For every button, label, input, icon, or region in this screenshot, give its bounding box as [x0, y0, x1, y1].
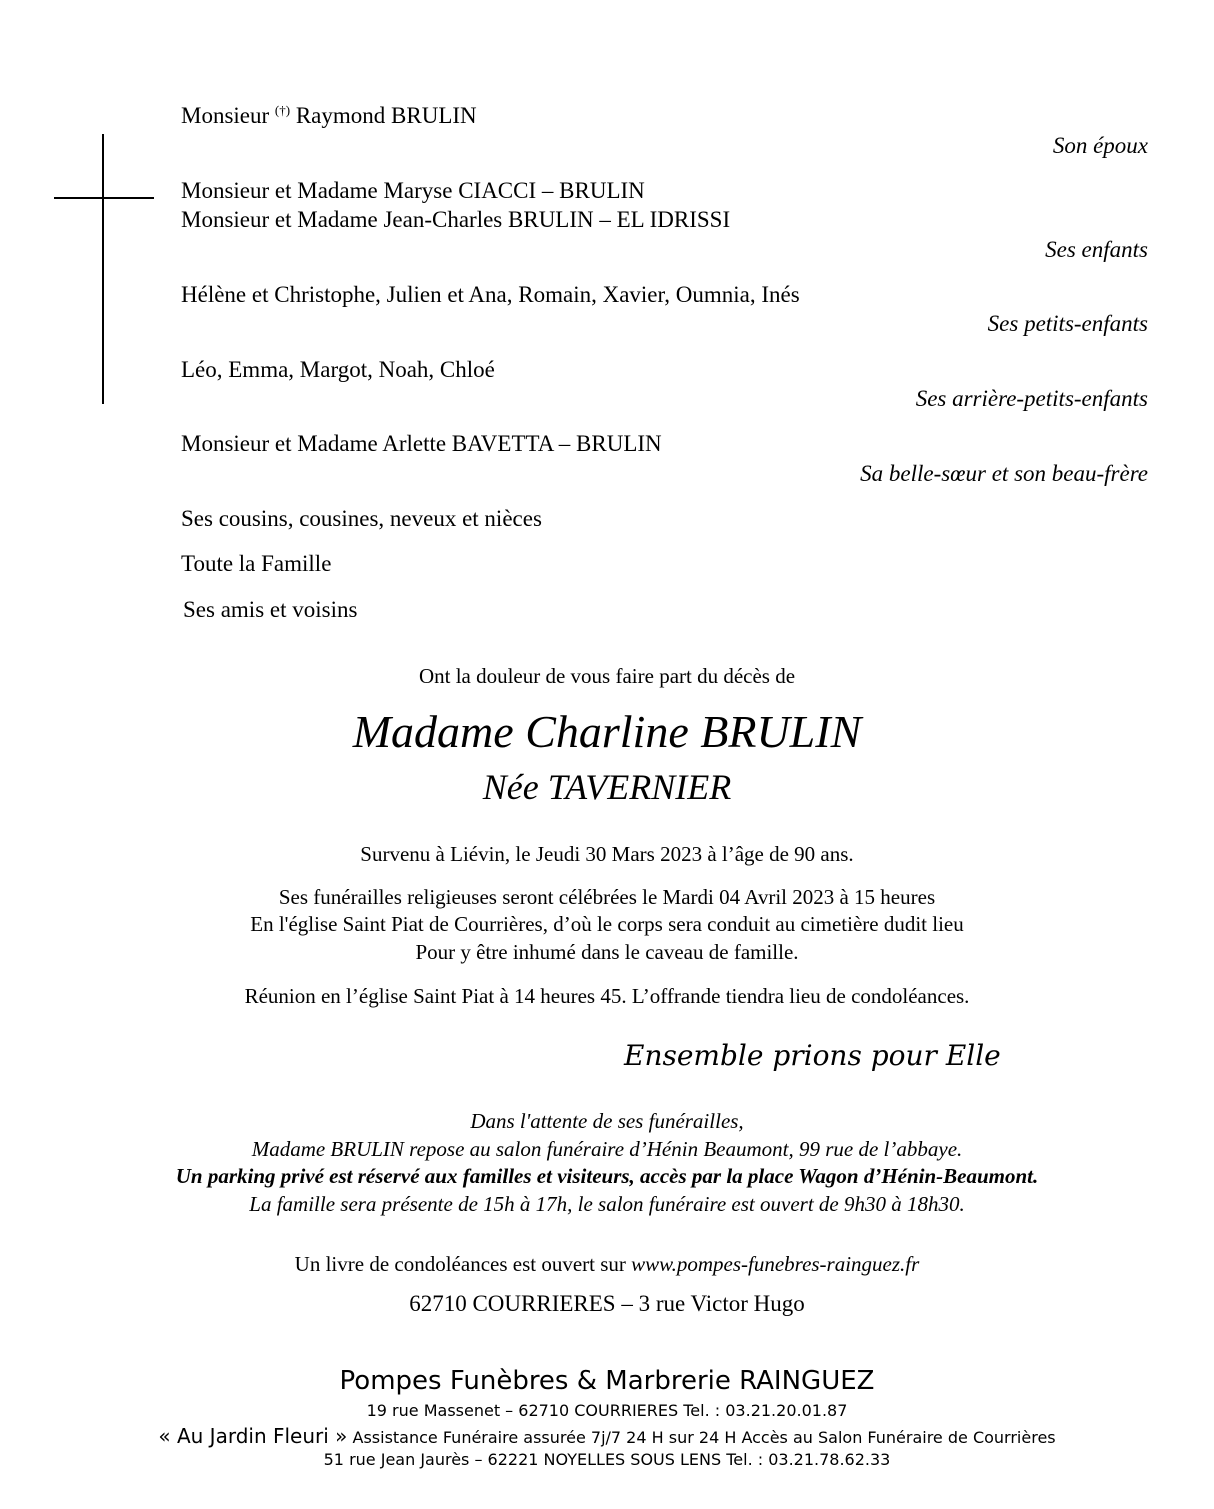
- deceased-name: Madame Charline BRULIN: [352, 706, 862, 757]
- grandchildren: Hélène et Christophe, Julien et Ana, Romain, Xavier, Oumnia, Inés: [181, 282, 800, 307]
- jardin-fleuri-label: « Au Jardin Fleuri »: [158, 1424, 348, 1448]
- great-grandchildren: Léo, Emma, Margot, Noah, Chloé: [181, 357, 495, 382]
- funeral-line-3: Pour y être inhumé dans le caveau de famille.: [415, 940, 799, 964]
- death-info: Survenu à Liévin, le Jeudi 30 Mars 2023 à l’âge de 90 ans.: [360, 842, 854, 866]
- children-role: Ses enfants: [1045, 237, 1148, 262]
- maiden-name: Née TAVERNIER: [482, 767, 732, 807]
- cross-vertical-bar: [102, 134, 104, 404]
- footer-services: Assistance Funéraire assurée 7j/7 24 H sur 24 H Accès au Salon Funéraire de Courrières: [352, 1428, 1056, 1447]
- funeral-line-1: Ses funérailles religieuses seront célébrées le Mardi 04 Avril 2023 à 15 heures: [278, 885, 936, 909]
- visitation-parking: Un parking privé est réservé aux familles et visiteurs, accès par la place Wagon d’Hénin-Beaumont.: [175, 1164, 1039, 1188]
- cross-horizontal-bar: [54, 197, 154, 199]
- condolences-website[interactable]: www.pompes-funebres-rainguez.fr: [631, 1252, 920, 1276]
- visitation-line-4: La famille sera présente de 15h à 17h, le salon funéraire est ouvert de 9h30 à 18h30.: [249, 1192, 965, 1216]
- friends-line: Ses amis et voisins: [183, 597, 358, 622]
- family-line: Toute la Famille: [181, 551, 332, 576]
- funeral-line-2: En l'église Saint Piat de Courrières, d’où le corps sera conduit au cimetière dudit lieu: [250, 912, 964, 936]
- in-laws-role: Sa belle-sœur et son beau-frère: [860, 461, 1148, 486]
- footer-address-2: 51 rue Jean Jaurès – 62221 NOYELLES SOUS LENS Tel. : 03.21.78.62.33: [323, 1450, 891, 1469]
- company-name: Pompes Funèbres & Marbrerie RAINGUEZ: [339, 1366, 875, 1396]
- grandchildren-role: Ses petits-enfants: [987, 311, 1148, 336]
- footer-address-1: 19 rue Massenet – 62710 COURRIERES Tel. : 03.21.20.01.87: [366, 1401, 848, 1420]
- husband-name: Raymond BRULIN: [295, 103, 477, 128]
- visitation-line-2: Madame BRULIN repose au salon funéraire d’Hénin Beaumont, 99 rue de l’abbaye.: [251, 1137, 963, 1161]
- husband-prefix: Monsieur: [181, 103, 270, 128]
- announcement-intro: Ont la douleur de vous faire part du décès de: [418, 664, 796, 688]
- condolences-address: 62710 COURRIERES – 3 rue Victor Hugo: [409, 1291, 805, 1316]
- great-grandchildren-role: Ses arrière-petits-enfants: [915, 386, 1148, 411]
- in-laws: Monsieur et Madame Arlette BAVETTA – BRULIN: [181, 431, 662, 456]
- husband-role: Son époux: [1052, 133, 1148, 158]
- condolences-line: [0, 1252, 1214, 1277]
- condolences-text: Un livre de condoléances est ouvert sur: [294, 1252, 626, 1276]
- deceased-mark: (†): [274, 102, 291, 118]
- footer-services-line: [0, 1424, 1214, 1448]
- cousins-line: Ses cousins, cousines, neveux et nièces: [181, 506, 542, 531]
- gathering-info: Réunion en l’église Saint Piat à 14 heures 45. L’offrande tiendra lieu de condoléances.: [244, 984, 970, 1008]
- child-1: Monsieur et Madame Maryse CIACCI – BRULIN: [181, 178, 645, 203]
- child-2: Monsieur et Madame Jean-Charles BRULIN – EL IDRISSI: [181, 207, 731, 232]
- prayer-line: Ensemble prions pour Elle: [624, 1039, 1001, 1072]
- visitation-line-1: Dans l'attente de ses funérailles,: [470, 1109, 744, 1133]
- husband-line: [181, 103, 477, 129]
